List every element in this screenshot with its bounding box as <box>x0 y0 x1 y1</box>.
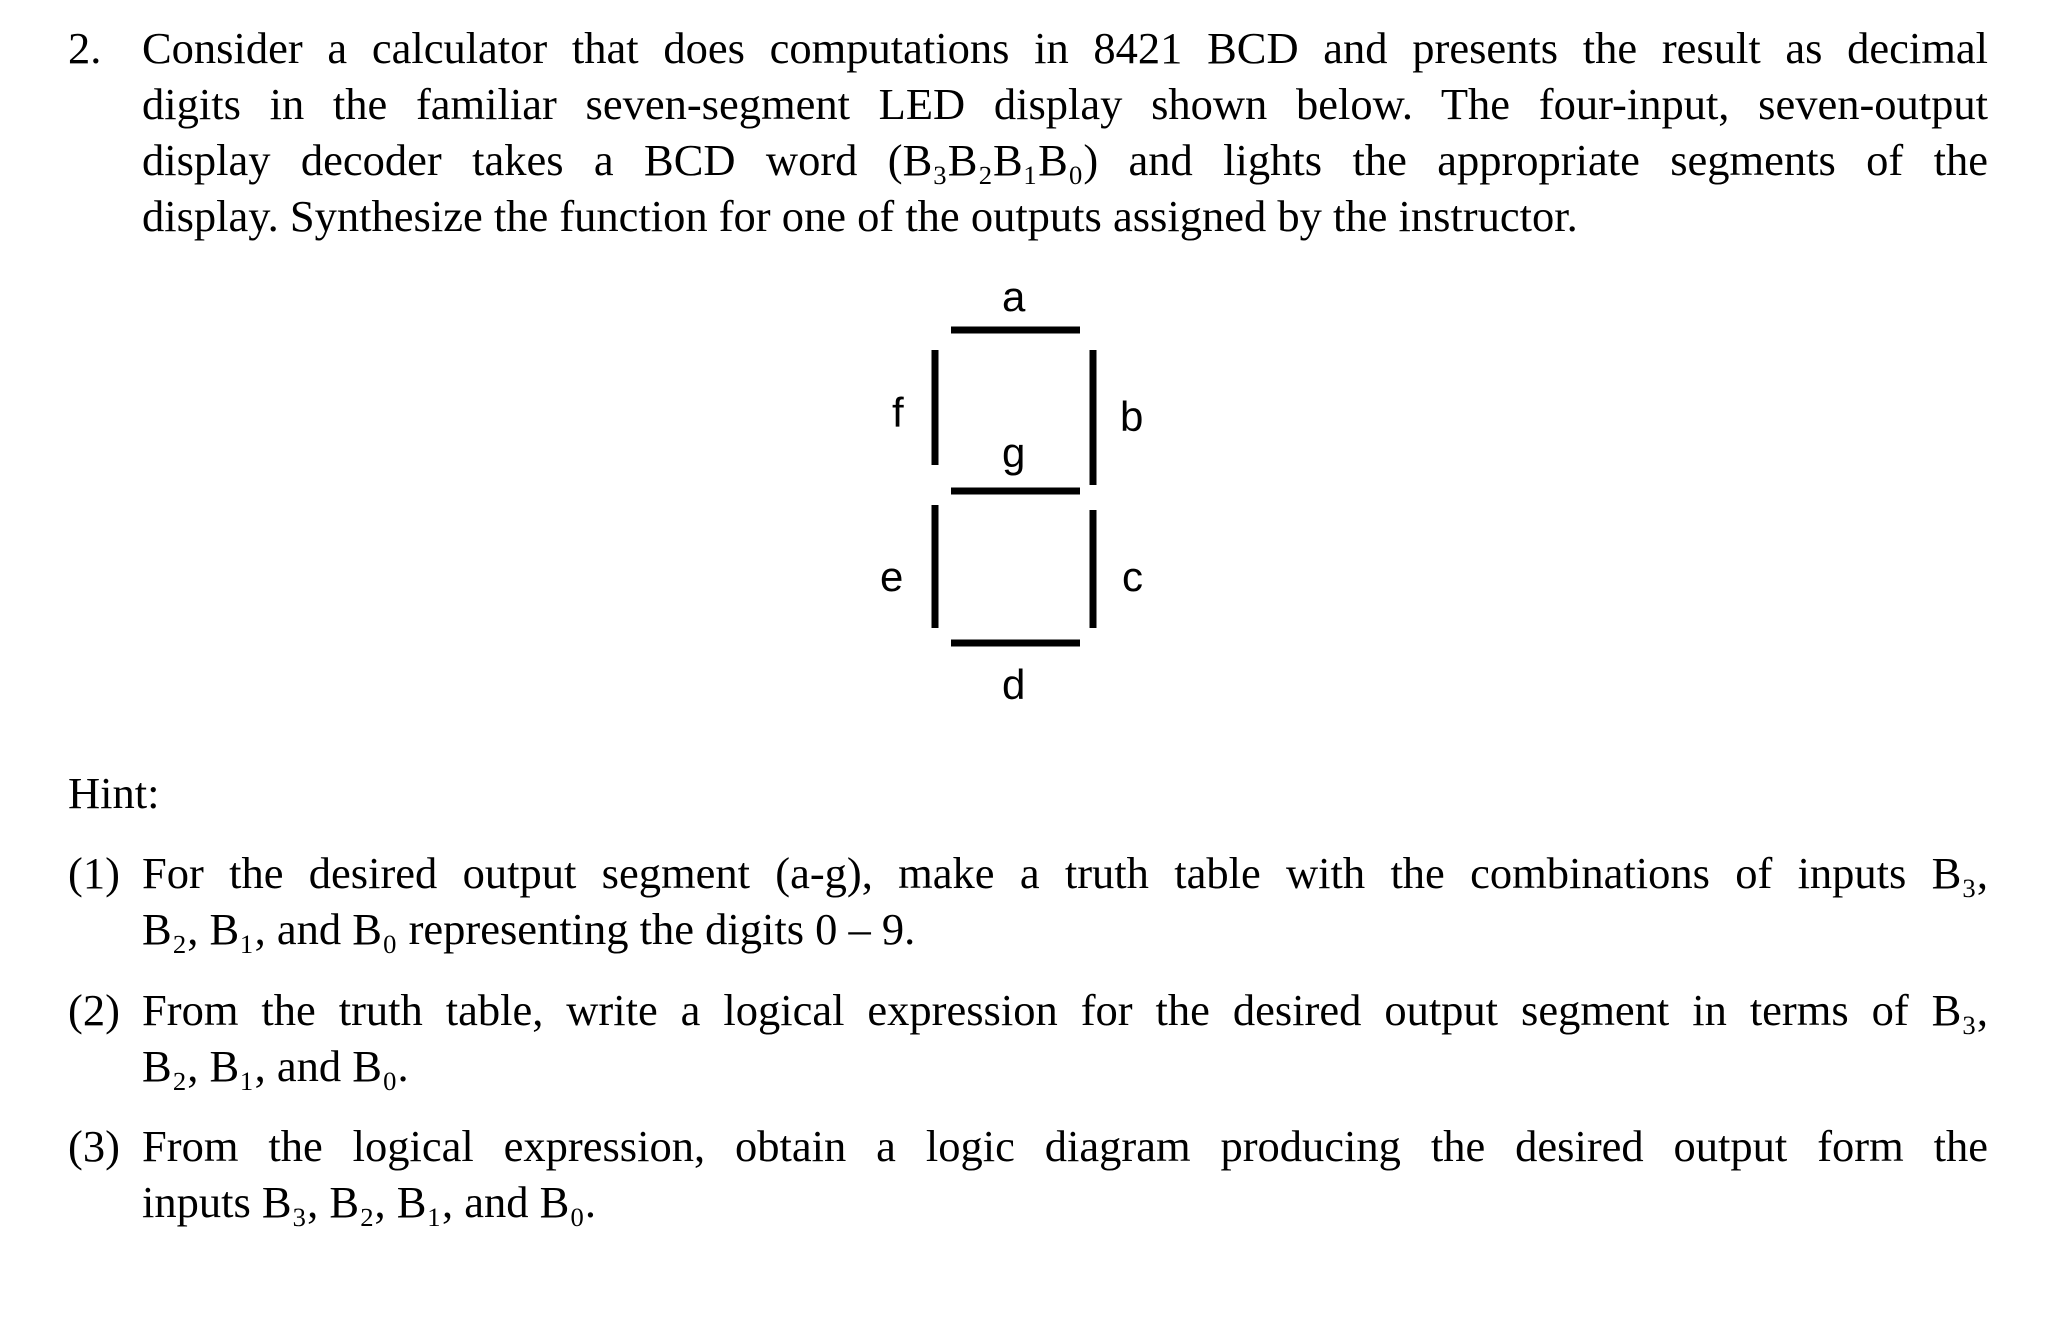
hint-body-1 <box>142 845 1988 957</box>
hint-item-2 <box>68 982 1988 1094</box>
problem-statement <box>68 20 1988 244</box>
hint-body-2 <box>142 982 1988 1094</box>
problem-line-4: display. Synthesize the function for one of the outputs assigned by the instructor. <box>142 191 1578 241</box>
segment-label-c: c <box>1122 553 1143 600</box>
problem-line-2: digits in the familiar seven-segment LED display shown below. The four-input, seven-output <box>142 79 1988 129</box>
hint-item-1 <box>68 845 1988 957</box>
problem-line-3: display decoder takes a BCD word (B₃B₂B₁B₀) and lights the appropriate segments of the <box>142 135 1988 185</box>
segment-label-e: e <box>880 553 904 600</box>
problem-line-1: Consider a calculator that does computations in 8421 BCD and presents the result as decimal <box>142 23 1988 73</box>
segment-label-f: f <box>892 389 904 436</box>
segment-label-g: g <box>1002 429 1026 476</box>
hint-1-line-2: B₂, B₁, and B₀ representing the digits 0 – 9. <box>142 904 916 954</box>
hint-number-3: (3) <box>68 1121 120 1171</box>
segment-label-b: b <box>1120 393 1144 440</box>
hint-body-3 <box>142 1118 1988 1230</box>
hint-3-line-1: From the logical expression, obtain a logic diagram producing the desired output form the <box>142 1121 1988 1171</box>
segment-label-a: a <box>1002 273 1026 320</box>
hint-2-line-2: B₂, B₁, and B₀. <box>142 1041 409 1091</box>
problem-number: 2. <box>68 23 102 73</box>
hint-3-line-2: inputs B₃, B₂, B₁, and B₀. <box>142 1177 596 1227</box>
hint-1-line-1: For the desired output segment (a-g), make a truth table with the combinations of inputs B₃, <box>142 848 1988 898</box>
problem-text <box>142 20 1988 244</box>
segment-label-d: d <box>1002 661 1026 708</box>
hint-item-3 <box>68 1118 1988 1230</box>
hint-number-2: (2) <box>68 985 120 1035</box>
hint-2-line-1: From the truth table, write a logical expression for the desired output segment in terms of B₃, <box>142 985 1988 1035</box>
hint-title: Hint: <box>68 768 160 818</box>
hint-number-1: (1) <box>68 848 120 898</box>
